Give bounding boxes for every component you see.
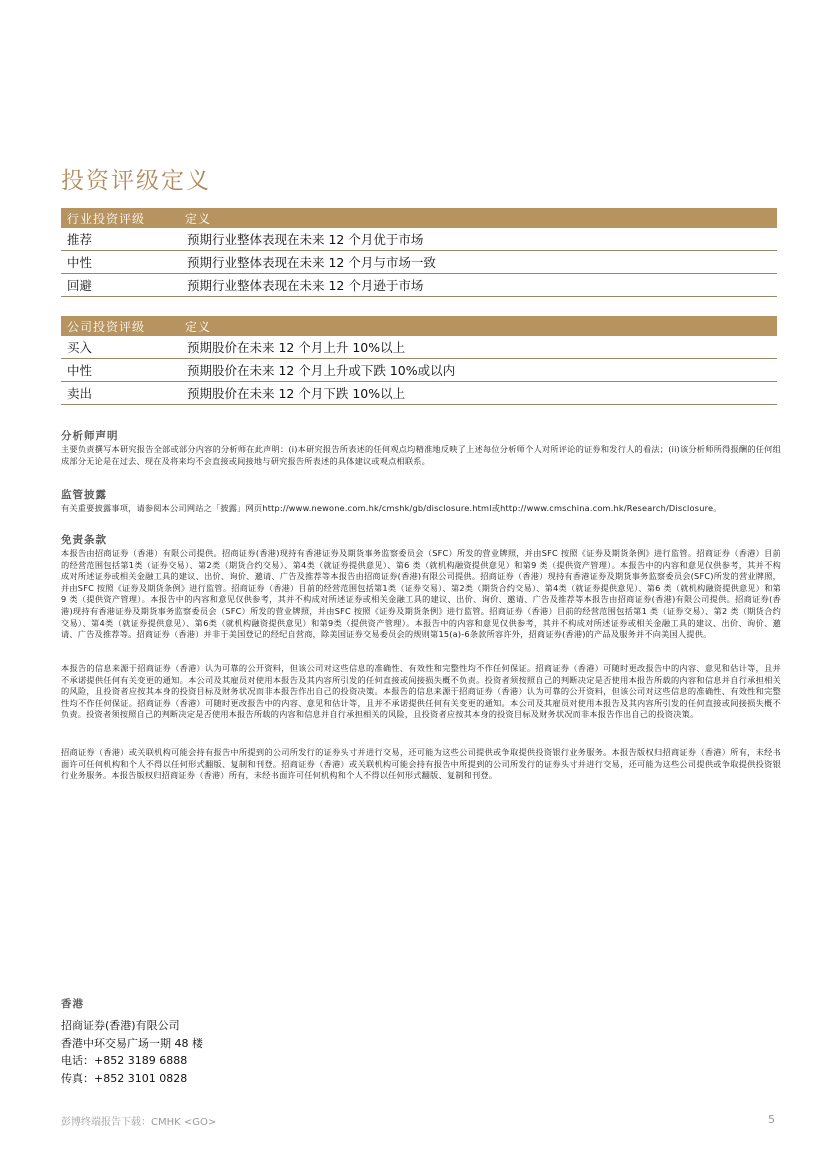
definition-cell: 预期行业整体表现在未来 12 个月逊于市场 (179, 274, 777, 297)
definition-cell: 预期行业整体表现在未来 12 个月与市场一致 (179, 251, 777, 274)
analyst-statement-text: 主要负责撰写本研究报告全部或部分内容的分析师在此声明：(i)本研究报告所表述的任何观点均精准地反映了上述每位分析师个人对所评论的证券和发行人的看法；(ii)该分析师所得报酬的任何组成部分无论是在过去、现在及将来均不会直接或间接地与研究报告所表述的具体建议或观点相联系。 (61, 444, 781, 466)
hong-kong-contact-block (61, 996, 203, 1087)
table-header-cell: 定义 (179, 208, 777, 228)
phone-number: 电话：+852 3189 6888 (61, 1054, 188, 1067)
table-header-cell: 定义 (179, 316, 777, 336)
table-row (61, 382, 777, 405)
regulatory-disclosure-text: 有关重要披露事项，请参阅本公司网站之「披露」网页http://www.newone.com.hk/cmshk/gb/disclosure.html或http://www.cmschina.com.hk/Research/Disclosure。 (61, 503, 722, 513)
company-rating-table (61, 316, 777, 405)
fax-number: 传真：+852 3101 0828 (61, 1071, 188, 1085)
hong-kong-label: 香港 (61, 998, 84, 1010)
table-header-row (61, 208, 777, 228)
page-title: 投资评级定义 (61, 168, 211, 194)
address: 香港中环交易广场一期 48 楼 (61, 1036, 203, 1050)
analyst-statement-heading: 分析师声明 (61, 430, 119, 442)
table-header-cell: 公司投资评级 (61, 316, 179, 336)
rating-cell: 回避 (61, 274, 179, 297)
page-number: 5 (768, 1113, 775, 1126)
definition-cell: 预期股价在未来 12 个月下跌 10%以上 (179, 382, 777, 405)
company-name: 招商证券(香港)有限公司 (61, 1019, 180, 1032)
table-row (61, 251, 777, 274)
table-row (61, 228, 777, 251)
definition-cell: 预期股价在未来 12 个月上升或下跌 10%或以内 (179, 359, 777, 382)
industry-rating-table (61, 208, 777, 297)
table-header-cell: 行业投资评级 (61, 208, 179, 228)
rating-cell: 卖出 (61, 382, 179, 405)
table-row (61, 359, 777, 382)
regulatory-disclosure-heading: 监管披露 (61, 489, 107, 501)
disclaimer-paragraph-2: 本报告的信息来源于招商证券（香港）认为可靠的公开资料，但该公司对这些信息的准确性、有效性和完整性均不作任何保证。招商证券（香港）可随时更改报告中的内容、意见和估计等，且并不承诺提供任何有关变更的通知。本公司及其雇员对使用本报告及其内容所引发的任何直接或间接损失概不负责。投资者须按照自己的判断决定是否使用本报告所载的内容和信息并自行承担相关的风险，且投资者应按其本身的投资目标及财务状况而非本报告作出自己的投资决策。本报告的信息来源于招商证券（香港）认为可靠的公开资料，但该公司对这些信息的准确性、有效性和完整性均不作任何保证。招商证券（香港）可随时更改报告中的内容、意见和估计等，且并不承诺提供任何有关变更的通知。本公司及其雇员对使用本报告及其内容所引发的任何直接或间接损失概不负责。投资者须按照自己的判断决定是否使用本报告所载的内容和信息并自行承担相关的风险，且投资者应按其本身的投资目标及财务状况而非本报告作出自己的投资决策。 (61, 663, 781, 720)
definition-cell: 预期行业整体表现在未来 12 个月优于市场 (179, 228, 777, 251)
table-row (61, 336, 777, 359)
disclaimer-heading: 免责条款 (61, 534, 107, 546)
rating-cell: 推荐 (61, 228, 179, 251)
table-header-row (61, 316, 777, 336)
rating-cell: 中性 (61, 359, 179, 382)
table-row (61, 274, 777, 297)
disclaimer-paragraph-3: 招商证券（香港）或关联机构可能会持有报告中所提到的公司所发行的证券头寸并进行交易，还可能为这些公司提供或争取提供投资银行业务服务。本报告版权归招商证券（香港）所有，未经书面许可任何机构和个人不得以任何形式翻版、复制和刊登。招商证券（香港）或关联机构可能会持有报告中所提到的公司所发行的证券头寸并进行交易，还可能为这些公司提供或争取提供投资银行业务服务。本报告版权归招商证券（香港）所有，未经书面许可任何机构和个人不得以任何形式翻版、复制和刊登。 (61, 747, 781, 781)
definition-cell: 预期股价在未来 12 个月上升 10%以上 (179, 336, 777, 359)
rating-cell: 买入 (61, 336, 179, 359)
disclaimer-paragraph-1: 本报告由招商证券（香港）有限公司提供。招商证券(香港)现持有香港证券及期货事务监察委员会（SFC）所发的营业牌照，并由SFC 按照《证券及期货条例》进行监管。招商证券（香港）目前的经营范围包括第1类（证券交易）、第2类（期货合约交易）、第4类（就证券提供意见）、第6 类（就机构融资提供意见）和第9 类（提供资产管理）。本报告中的内容和意见仅供参考，其并不构成对所述证券或相关金融工具的建议、出价、询价、邀请、广告及推荐等本报告由招商证券(香港)有限公司提供。招商证券（香港）现持有香港证券及期货事务监察委员会(SFC)所发的营业牌照，并由SFC 按照《证券及期货条例》进行监管。招商证券（香港）目前的经营范围包括第1类（证券交易）、第2类（期货合约交易）、第4类（就证券提供意见）、第6 类（就机构融资提供意见）和第9 类（提供资产管理）。本报告中的内容和意见仅供参考，其并不构成对所述证券或相关金融工具的建议、出价、询价、邀请、广告及推荐等本报告由招商证券(香港)有限公司提供。招商证券(香港)现持有香港证券及期货事务监察委员会（SFC）所发的营业牌照，并由SFC 按照《证券及期货条例》进行监管。招商证券（香港）目前的经营范围包括第1 类（证券交易）、第2 类（期货合约交易）、第4类（就证券提供意见）、第6类（就机构融资提供意见）和第9类（提供资产管理）。本报告中的内容和意见仅供参考，其并不构成对所述证券或相关金融工具的建议、出价、询价、邀请、广告及推荐等。招商证券（香港）并非于美国登记的经纪自营商，除美国证券交易委员会的规则第15(a)-6条款所容许外，招商证券(香港)的产品及服务并不向美国人提供。 (61, 548, 781, 640)
footer-bloomberg-note: 彭博终端报告下载：CMHK <GO> (61, 1117, 217, 1128)
rating-cell: 中性 (61, 251, 179, 274)
